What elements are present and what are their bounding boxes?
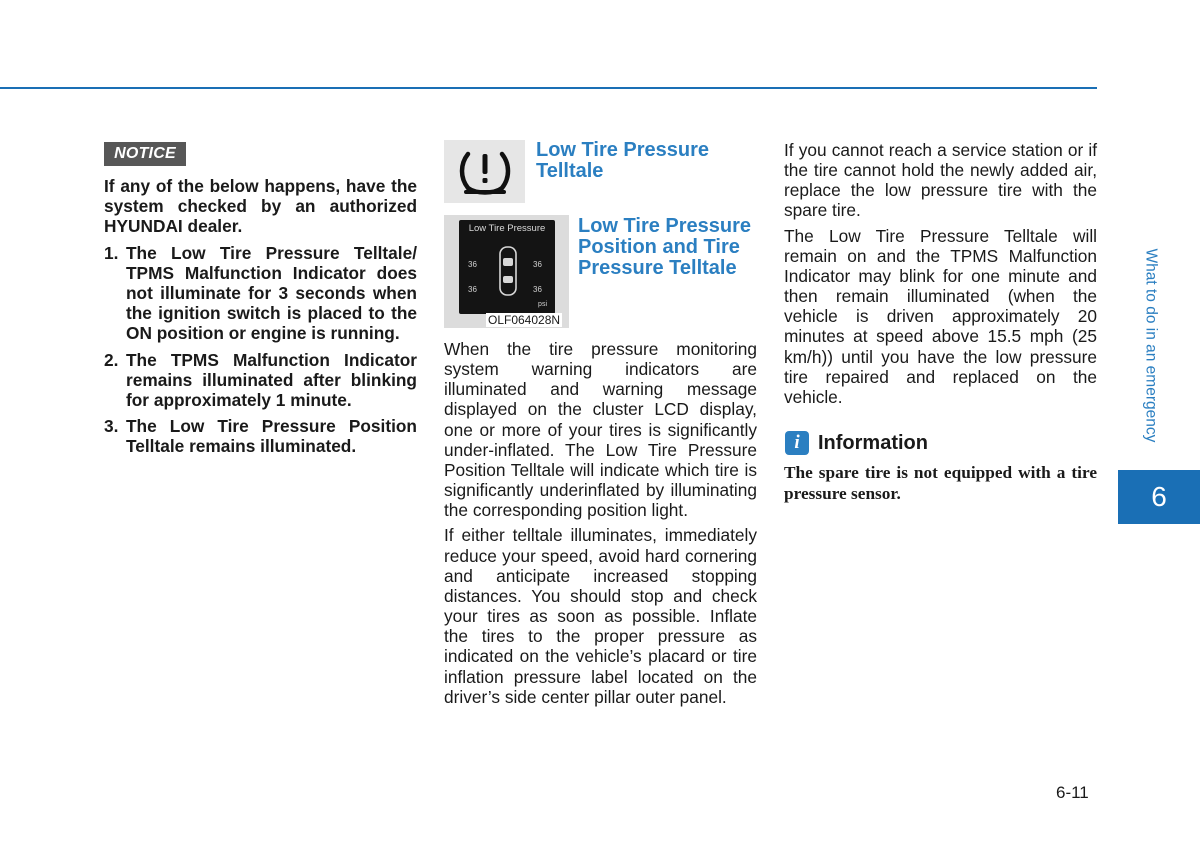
chapter-side-label [1140, 240, 1160, 465]
tire-pressure-front-right: 36 [533, 260, 542, 269]
cluster-lcd-screen [459, 220, 555, 314]
notice-item-number: 2. [104, 349, 119, 370]
tire-pressure-front-left: 36 [468, 260, 477, 269]
notice-item [104, 350, 417, 411]
body-paragraph: The Low Tire Pressure Telltale will remain on and the TPMS Malfunction Indicator may blink for one minute and then remain illuminated (when the vehicle is driven approximately 20 minutes at speed above 15.5 mph (25 km/h)) until you have the low pressure tire repaired and replaced on the vehicle. [784, 225, 1097, 407]
screen-title: Low Tire Pressure [468, 223, 546, 234]
body-paragraph: When the tire pressure monitoring system warning indicators are illuminated and warning message displayed on the cluster LCD display, one or more of your tires is significantly under-inflated. The Low Tire Pressure Position Telltale will indicate which tire is significantly underinflated by illuminating the corresponding position light. [444, 339, 757, 521]
low-tire-pressure-telltale-heading [536, 140, 756, 182]
image-code: OLF064028N [488, 313, 561, 327]
notice-content [104, 176, 417, 463]
notice-item-number: 3. [104, 416, 119, 437]
information-label: Information [818, 431, 928, 454]
low-tire-pressure-warning-icon [444, 140, 525, 203]
header-rule [0, 87, 1097, 89]
section-heading: Low Tire Pressure Telltale [536, 139, 710, 182]
chapter-title: What to do in an emergency [1142, 248, 1160, 443]
body-paragraph: If you cannot reach a service station or if the tire cannot hold the newly added air, replace the low pressure tire with the spare tire. [784, 140, 1097, 221]
chapter-number-tab: 6 [1118, 470, 1200, 524]
page-number: 6-11 [1056, 783, 1089, 802]
notice-item-text: The TPMS Malfunction Indicator remains illuminated after blinking for approximately 1 minute. [126, 349, 417, 411]
notice-item [104, 416, 417, 456]
body-paragraph: If either telltale illuminates, immediately reduce your speed, avoid hard cornering and anticipate increased stopping distances. You should stop and check your tires as soon as possible. Inflate the tires to the proper pressure as indicated on the vehicle’s placard or tire inflation pressure label located on the driver’s side center pillar outer panel. [444, 525, 757, 707]
information-header [785, 431, 928, 455]
telltale-description [444, 339, 757, 712]
notice-item-text: The Low Tire Pressure Telltale/ TPMS Malfunction Indicator does not illuminate for 3 seconds when the ignition switch is placed to the ON position or engine is running. [126, 242, 417, 344]
notice-item-number: 1. [104, 242, 119, 263]
section-heading: Low Tire Pressure Position and Tire Pressure Telltale [578, 215, 752, 279]
tire-pressure-rear-left: 36 [468, 285, 477, 294]
tire-pressure-rear-right: 36 [533, 285, 542, 294]
notice-item-text: The Low Tire Pressure Position Telltale remains illuminated. [126, 416, 417, 457]
service-instructions [784, 140, 1097, 412]
car-top-view-icon [497, 244, 519, 298]
notice-item [104, 243, 417, 344]
position-telltale-heading-block [578, 216, 768, 279]
notice-list [104, 243, 417, 457]
information-text: The spare tire is not equipped with a tire pressure sensor. [784, 463, 1097, 503]
notice-intro: If any of the below happens, have the system checked by an authorized HYUNDAI dealer. [104, 176, 417, 237]
notice-badge: NOTICE [104, 142, 186, 166]
pressure-unit: psi [538, 301, 547, 308]
information-icon: i [785, 431, 809, 455]
